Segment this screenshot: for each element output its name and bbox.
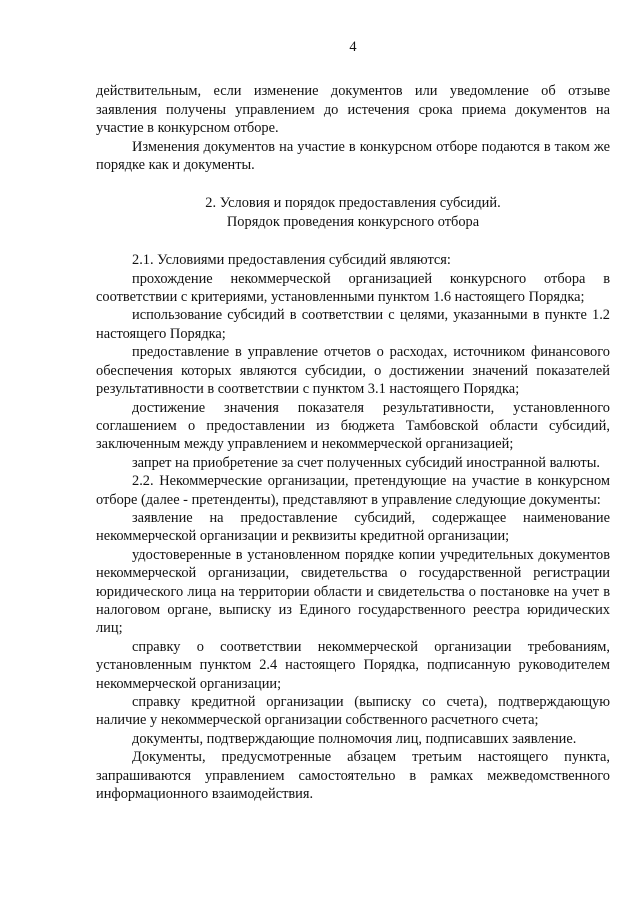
page-number: 4 — [349, 39, 357, 55]
paragraph: запрет на приобретение за счет полученных субсидий иностранной валюты. — [132, 454, 600, 471]
document-page — [96, 38, 610, 803]
section-heading-line: Порядок проведения конкурсного отбора — [226, 213, 480, 230]
paragraph: прохождение некоммерческой организацией конкурсного отбора в соответствии с критериями, установленными пунктом 1.6 настоящего Порядка; — [96, 270, 610, 306]
paragraph: Документы, предусмотренные абзацем третьим настоящего пункта, запрашиваются управлением самостоятельно в рамках межведомственного информационного взаимодействия. — [96, 749, 610, 803]
paragraph: заявление на предоставление субсидий, содержащее наименование некоммерческой организации и реквизиты кредитной организации; — [96, 509, 610, 545]
paragraph: удостоверенные в установленном порядке копии учредительных документов некоммерческой организации, свидетельства о государственной регистрации юридического лица на территории области и свидетельства о постановке на учет в налоговом органе, выписку из Единого государственного реестра юридических лиц; — [96, 546, 610, 637]
paragraph-clause-2-1: 2.1. Условиями предоставления субсидий являются: — [132, 252, 451, 269]
paragraph: Изменения документов на участие в конкурсном отборе подаются в таком же порядке как и документы. — [96, 138, 610, 174]
paragraph-continuation: действительным, если изменение документов или уведомление об отзыве заявления получены управлением до истечения срока приема документов на участие в конкурсном отборе. — [96, 83, 610, 137]
section-heading — [96, 194, 610, 231]
paragraph-clause-2-2: 2.2. Некоммерческие организации, претендующие на участие в конкурсном отборе (далее - претенденты), представляют в управление следующие документы: — [96, 473, 610, 508]
section-heading-line: 2. Условия и порядок предоставления субсидий. — [205, 195, 501, 212]
paragraph: достижение значения показателя результативности, установленного соглашением о предоставлении из бюджета Тамбовской области субсидий, заключенным между управлением и некоммерческой организацией; — [96, 399, 610, 453]
paragraph: документы, подтверждающие полномочия лиц, подписавших заявление. — [132, 730, 577, 747]
paragraph: использование субсидий в соответствии с целями, указанными в пункте 1.2 настоящего Порядка; — [96, 307, 610, 342]
paragraph: справку кредитной организации (выписку со счета), подтверждающую наличие у некоммерческой организации собственного расчетного счета; — [96, 694, 610, 729]
paragraph: предоставление в управление отчетов о расходах, источником финансового обеспечения которых являются субсидии, о достижении значений показателей результативности в соответствии с пунктом 3.1 настоящего Порядка; — [96, 344, 610, 398]
paragraph: справку о соответствии некоммерческой организации требованиям, установленным пунктом 2.4 настоящего Порядка, подписанную руководителем некоммерческой организации; — [96, 638, 610, 692]
